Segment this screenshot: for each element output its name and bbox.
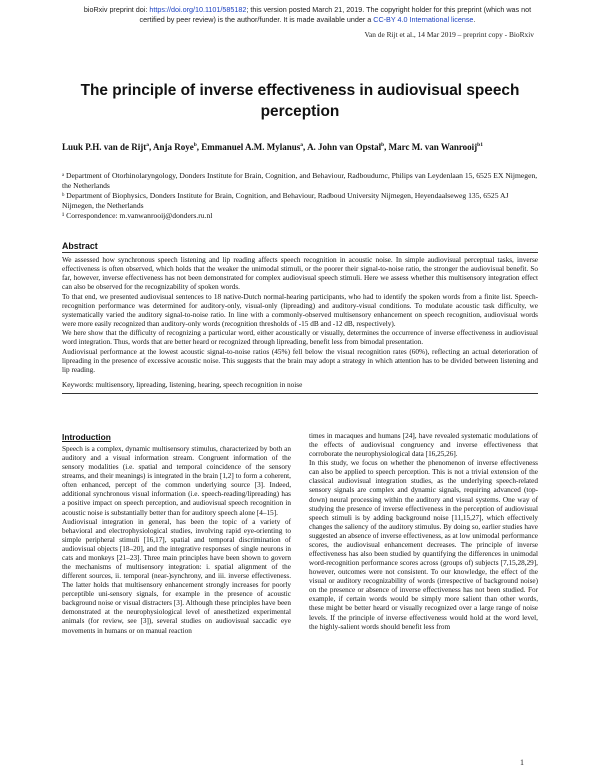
abstract-body [62, 256, 538, 375]
page-number: 1 [520, 758, 524, 767]
preprint-notice [20, 5, 595, 24]
introduction-heading: Introduction [62, 432, 111, 442]
notice-line-2 [20, 15, 595, 25]
abstract-paragraph: Audiovisual performance at the lowest acoustic signal-to-noise ratios (45%) fell below the visual recognition rates (60%), reflecting an actual deterioration of lipreading in the presence of excessive acoustic noise. This suggests that the brain may adopt a strategy in which attention has to be divided between listening and lip reading. [62, 347, 538, 374]
abstract-paragraph: We here show that the difficulty of recognizing a particular word, either acoustically or visually, determines the occurrence of inverse effectiveness in audiovisual word integration. Thus, words that are better heard or recognized through lipreading, benefit less from bimodal presentation. [62, 329, 538, 347]
intro-column-left [62, 432, 291, 636]
author-affiliation-mark: b1 [477, 142, 483, 148]
author-name: A. John van Opstal [307, 142, 382, 152]
author-affiliation-mark: a [146, 142, 149, 148]
abstract-paragraph: We assessed how synchronous speech listening and lip reading affects speech recognition in acoustic noise. In simple audiovisual perceptual tasks, inverse effectiveness is often observed, which holds that the weaker the unimodal stimuli, or the poorer their signal-to-noise ratio, the stronger the audiovisual benefit. So far, however, inverse effectiveness has not been demonstrated for complex audiovisual speech stimuli. Here we assess whether this multisensory integration effect can also be observed for the recognizability of spoken words. [62, 256, 538, 292]
author-name: Emmanuel A.M. Mylanus [201, 142, 301, 152]
body-paragraph: In this study, we focus on whether the phenomenon of inverse effectiveness can also be applied to speech perception. This is not a trivial extension of the classical audiovisual integration studies, as the underlying speech-related sensory signals are complex and dynamic signals, requiring advanced (top-down) neural processing within the auditory and visual systems. One way of studying the presence of inverse effectiveness in the perception of audiovisual speech stimuli is by adding background noise [11,15,27], which effectively changes the saliency of the auditory stimulus. By doing so, earlier studies have suggested an absence of inverse effectiveness, as at low unimodal performance scores, the audiovisual enhancement decreases. The principle of inverse effectiveness has also been studied by quantifying the differences in unimodal word-recognition performance scores across (groups of) subjects [7,15,28,29], however, outcomes were not consistent. To our knowledge, the effect of the visual or auditory recognizability of words (irrespective of background noise) on the presence or absence of inverse effectiveness has not been studied. For example, if certain words would be simply more salient than other words, these might be better heard or visually recognized over a large range of noise levels. If the principle of inverse effectiveness would hold at the word level, the highly-salient words should benefit less from [309, 459, 538, 631]
author-separator: , [303, 142, 308, 152]
notice-suffix: ; this version posted March 21, 2019. The copyright holder for this preprint (which was not [246, 5, 532, 14]
affiliations [62, 171, 538, 221]
affiliation-b: ᵇ Department of Biophysics, Donders Institute for Brain, Cognition, and Behaviour, Radboud University Nijmegen, Heyendaalseweg 135, 6525 AJ Nijmegen, the Netherlands [62, 190, 509, 210]
abstract-section [62, 241, 538, 394]
body-paragraph: Audiovisual integration in general, has been the topic of a variety of behavioral and electrophysiological studies, involving rapid eye-orienting to simple peripheral stimuli [16,17], spatial and temporal discrimination of audiovisual objects [18–20], and the integrative responses of single neurons in cats and monkeys [21–23]. Three main principles have been shown to govern the mechanisms of multisensory integration: i. spatial alignment of the different sources, ii. temporal (near-)synchrony, and iii. inverse effectiveness. The latter holds that multisensory enhancement strongly increases for poorly perceptible uni-sensory signals, for example in the presence of acoustic background noise or visual distracters [3]. Although these principles have been demonstrated at the neurophysiological level of anesthetized experimental animals (for review, see [3]), several studies on audiovisual saccadic eye movements in humans or on manual reaction [62, 517, 291, 635]
license-suffix: . [473, 14, 476, 24]
body-paragraph: times in macaques and humans [24], have revealed systematic modulations of the effects of audiovisual congruency and inverse effectiveness that corroborate the neurophysiological data [16,25,26]. [309, 432, 538, 459]
keywords: Keywords: multisensory, lipreading, listening, hearing, speech recognition in noise [62, 381, 538, 394]
doi-link[interactable]: https://doi.org/10.1101/585182 [149, 5, 247, 14]
license-prefix: certified by peer review) is the author/funder. It is made available under a [139, 14, 374, 24]
author-name: Anja Roye [152, 142, 194, 152]
author-separator: , [196, 142, 202, 152]
author-list [62, 139, 538, 153]
author-separator: , [384, 142, 389, 152]
author-name: Marc M. van Wanrooij [388, 142, 478, 152]
notice-prefix: bioRxiv preprint doi: [83, 5, 150, 14]
abstract-heading: Abstract [62, 241, 538, 253]
author-affiliation-mark: a [300, 142, 304, 148]
body-paragraph: Speech is a complex, dynamic multisensory stimulus, characterized by both an auditory and a visual information stream. Congruent information of the sensory modalities (i.e. spatial and temporal coincidence of the sensory streams, and their meanings) is integrated in the brain [1,2] to form a coherent, often enhanced, percept of the common underlying source [3]. Indeed, additional synchronous visual information (i.e. speech-reading/lipreading) has a positive impact on speech perception, and audiovisual speech recognition in acoustic noise is substantially better than for auditory speech alone [4–15]. [62, 445, 291, 517]
paper-title: The principle of inverse effectiveness in audiovisual speech perception [80, 82, 520, 120]
author-affiliation-mark: b [381, 142, 385, 148]
abstract-paragraph: To that end, we presented audiovisual sentences to 18 native-Dutch normal-hearing participants, who had to identify the spoken words from a finite list. Speech-recognition performance was determined for auditory-only, visual-only (lipreading) and auditory-visual conditions. To modulate acoustic task difficulty, we systematically varied the auditory signal-to-noise ratio. In line with a commonly-observed multisensory enhancement on speech recognition, audiovisual words were more easily recognized than auditory-only words (recognition thresholds of -15 dB and -12 dB, respectively). [62, 292, 538, 329]
affiliation-a: ᵃ Department of Otorhinolaryngology, Donders Institute for Brain, Cognition, and Behaviour, Radboudumc, Philips van Leydenlaan 15, 6525 EX Nijmegen, the Netherlands [62, 171, 538, 190]
correspondence[interactable]: ¹ Correspondence: m.vanwanrooij@donders.ru.nl [62, 210, 213, 220]
license-link[interactable]: CC-BY 4.0 International license [373, 14, 474, 24]
intro-column-right [309, 432, 538, 632]
author-name: Luuk P.H. van de Rijt [62, 142, 147, 152]
author-separator: , [148, 142, 153, 152]
author-affiliation-mark: b [193, 142, 197, 148]
notice-line-1 [20, 5, 595, 15]
running-head: Van de Rijt et al., 14 Mar 2019 – preprint copy - BioRxiv [364, 30, 534, 39]
